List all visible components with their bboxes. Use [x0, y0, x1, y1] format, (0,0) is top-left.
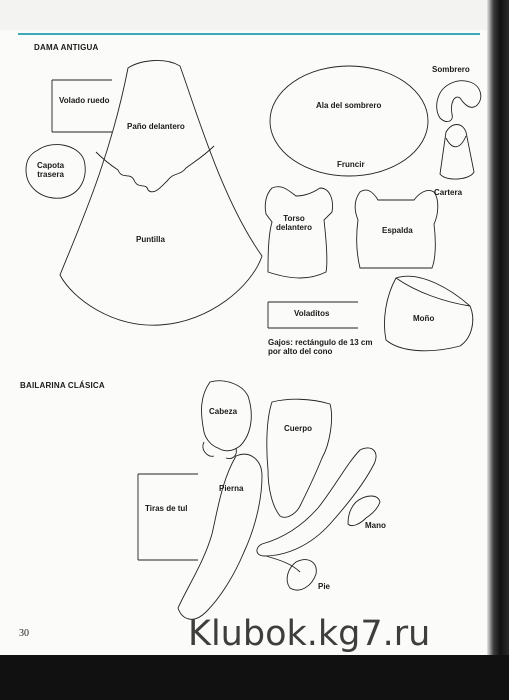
- scan-bottom-edge: [0, 655, 509, 700]
- label-pierna: Pierna: [219, 484, 244, 493]
- page-number: 30: [19, 628, 29, 639]
- label-cuerpo: Cuerpo: [284, 424, 312, 433]
- puntilla-scallop-edge: [96, 146, 214, 192]
- label-sombrero: Sombrero: [432, 65, 470, 74]
- label-cabeza: Cabeza: [209, 407, 238, 416]
- label-gajos-note: Gajos: rectángulo de 13 cm por alto del cono: [268, 338, 373, 357]
- label-volado-ruedo: Volado ruedo: [59, 96, 110, 105]
- cartera-piece: [440, 125, 474, 180]
- label-espalda: Espalda: [382, 226, 413, 235]
- label-mano: Mano: [365, 521, 386, 530]
- label-ala-del-sombrero: Ala del sombrero: [316, 101, 382, 110]
- brazo-piece: [257, 448, 376, 556]
- section-dama-antigua: DAMA ANTIGUA: [34, 43, 99, 52]
- label-cartera: Cartera: [434, 188, 463, 197]
- label-fruncir: Fruncir: [337, 160, 365, 169]
- cuerpo-piece: [267, 399, 332, 517]
- sombrero-piece: [437, 81, 481, 122]
- label-tiras-de-tul: Tiras de tul: [145, 504, 188, 513]
- label-capota-trasera: Capota trasera: [37, 161, 65, 180]
- label-mono: Moño: [413, 314, 435, 323]
- volado-ruedo-piece: [52, 80, 112, 132]
- section-bailarina-clasica: BAILARINA CLÁSICA: [20, 381, 105, 390]
- label-puntilla: Puntilla: [136, 235, 165, 244]
- pierna-piece: [178, 454, 262, 619]
- label-pano-delantero: Paño delantero: [127, 122, 185, 131]
- label-voladitos: Voladitos: [294, 309, 330, 318]
- pie-piece: [287, 560, 316, 590]
- label-pie: Pie: [318, 582, 331, 591]
- watermark-text: Klubok.kg7.ru: [188, 614, 431, 654]
- label-torso-delantero: Torso delantero: [276, 214, 313, 233]
- tiras-de-tul-piece: [138, 474, 198, 560]
